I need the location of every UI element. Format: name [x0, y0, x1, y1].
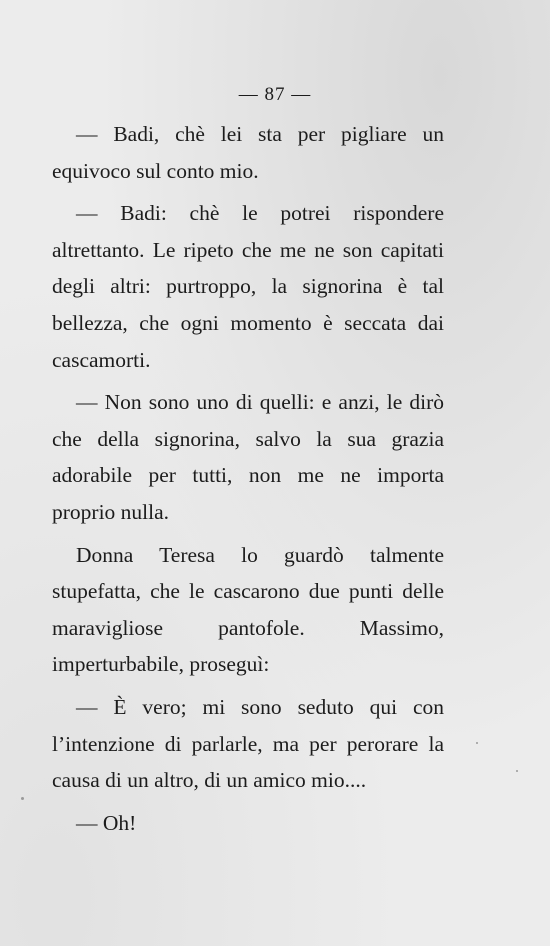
paper-speck [21, 797, 24, 800]
paragraph: — Badi: chè le potrei rispondere altrettanto. Le ripeto che me ne son capitati degli altri: purtroppo, la signorina è tal bellezza, che ogni momento è seccata dai cascamorti. [52, 201, 444, 372]
paragraph: — Non sono uno di quelli: e anzi, le dirò che della signorina, salvo la sua grazia adorabile per tutti, non me ne importa proprio nulla. [52, 390, 444, 524]
paragraph: — Oh! [76, 810, 137, 835]
paragraph: Donna Teresa lo guardò talmente stupefatta, che le cascarono due punti delle maravigliose pantofole. Massimo, imperturbabile, proseguì: [52, 542, 444, 677]
paragraph: — È vero; mi sono seduto qui con l’intenzione di parlarle, ma per perorare la causa di un altro, di un amico mio.... [52, 694, 444, 793]
paper-speck [476, 742, 478, 744]
page-body [52, 116, 444, 841]
paper-speck [516, 770, 518, 772]
page-number: — 87 — [238, 84, 312, 105]
paragraph: — Badi, chè lei sta per pigliare un equivoco sul conto mio. [52, 122, 444, 183]
